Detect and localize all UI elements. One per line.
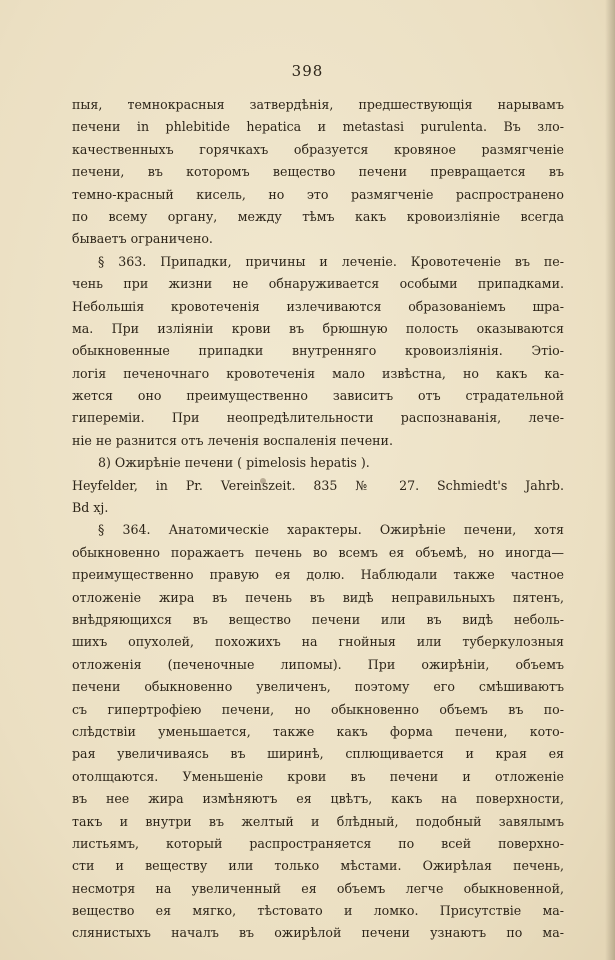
text-line: печени, въ которомъ вещество печени превращается въ <box>72 164 564 180</box>
text-line: по всему органу, между тѣмъ какъ кровоизліяніе всегда <box>72 208 564 224</box>
text-line: преимущественно правую ея долю. Наблюдали также частное <box>72 567 564 583</box>
text-line: ма. При изліяніи крови въ брюшную полость оказываются <box>72 320 564 336</box>
text-line: сти и веществу или только мѣстами. Ожирѣлая печень, <box>72 858 564 874</box>
page-spine-shadow <box>605 0 615 960</box>
text-line: такъ и внутри въ желтый и блѣдный, подобный завялымъ <box>72 813 564 829</box>
page-number: 398 <box>291 62 324 80</box>
text-line: Heyfelder, in Pr. Vereinszeit. 835 № 27. Schmiedt's Jahrb. <box>72 477 564 493</box>
text-line: жется оно преимущественно зависитъ отъ страдательной <box>72 388 564 404</box>
text-line: бываетъ ограничено. <box>72 231 213 247</box>
body-text <box>72 94 564 945</box>
text-line: съ гипертрофіею печени, но обыкновенно объемъ въ по- <box>72 701 564 717</box>
text-line: несмотря на увеличенный ея объемъ легче обыкновенной, <box>72 880 564 896</box>
text-line: слѣдствіи уменьшается, также какъ форма печени, кото- <box>72 723 564 739</box>
text-line: листьямъ, который распространяется по всей поверхно- <box>72 835 564 851</box>
text-line: въ нее жира измѣняютъ ея цвѣтъ, какъ на поверхности, <box>72 791 564 807</box>
text-line: обыкновенные припадки внутренняго кровоизліянія. Этіо- <box>72 343 564 359</box>
text-line: темно-красный кисель, но это размягченіе распространено <box>72 186 564 202</box>
text-line: § 363. Припадки, причины и леченіе. Кровотеченіе въ пе- <box>98 253 564 269</box>
text-line: отложенія (печеночные липомы). При ожирѣніи, объемъ <box>72 656 564 672</box>
text-line: вещество ея мягко, тѣстовато и ломко. Присутствіе ма- <box>72 903 564 919</box>
text-line: отолщаются. Уменьшеніе крови въ печени и отложеніе <box>72 768 564 784</box>
text-line: печени обыкновенно увеличенъ, поэтому его смѣшиваютъ <box>72 679 564 695</box>
text-line: шихъ опухолей, похожихъ на гнойныя или туберкулозныя <box>72 634 564 650</box>
text-line: гипереміи. При неопредѣлительности распознаванія, лече- <box>72 410 564 426</box>
text-line: пыя, темнокрасныя затвердѣнія, предшествующія нарывамъ <box>72 97 564 112</box>
text-line: чень при жизни не обнаруживается особыми припадками. <box>72 276 564 292</box>
text-line: отложеніе жира въ печень въ видѣ неправильныхъ пятенъ, <box>72 589 564 605</box>
text-line: Небольшія кровотеченія излечиваются образованіемъ шра- <box>72 298 564 314</box>
text-line: логія печеночнаго кровотеченія мало извѣстна, но какъ ка- <box>72 365 564 381</box>
text-line: 8) Ожирѣніе печени ( pimelosis hepatis ). <box>98 455 370 471</box>
text-line: слянистыхъ началъ въ ожирѣлой печени узнаютъ по ма- <box>72 925 564 941</box>
text-line: рая увеличиваясь въ ширинѣ, сплющивается и края ея <box>72 746 564 762</box>
text-line: ніе не разнится отъ леченія воспаленія печени. <box>72 432 393 448</box>
text-line: внѣдряющихся въ вещество печени или въ видѣ неболь- <box>72 611 564 627</box>
text-line: обыкновенно поражаетъ печень во всемъ ея объемѣ, но иногда— <box>72 544 564 560</box>
text-line: § 364. Анатомическіе характеры. Ожирѣніе печени, хотя <box>98 522 564 538</box>
text-line: качественныхъ горячкахъ образуется кровяное размягченіе <box>72 141 564 157</box>
text-line: Bd xj. <box>72 500 109 516</box>
text-line: печени in phlebitide hepatica и metastasi purulenta. Въ зло- <box>72 119 564 135</box>
